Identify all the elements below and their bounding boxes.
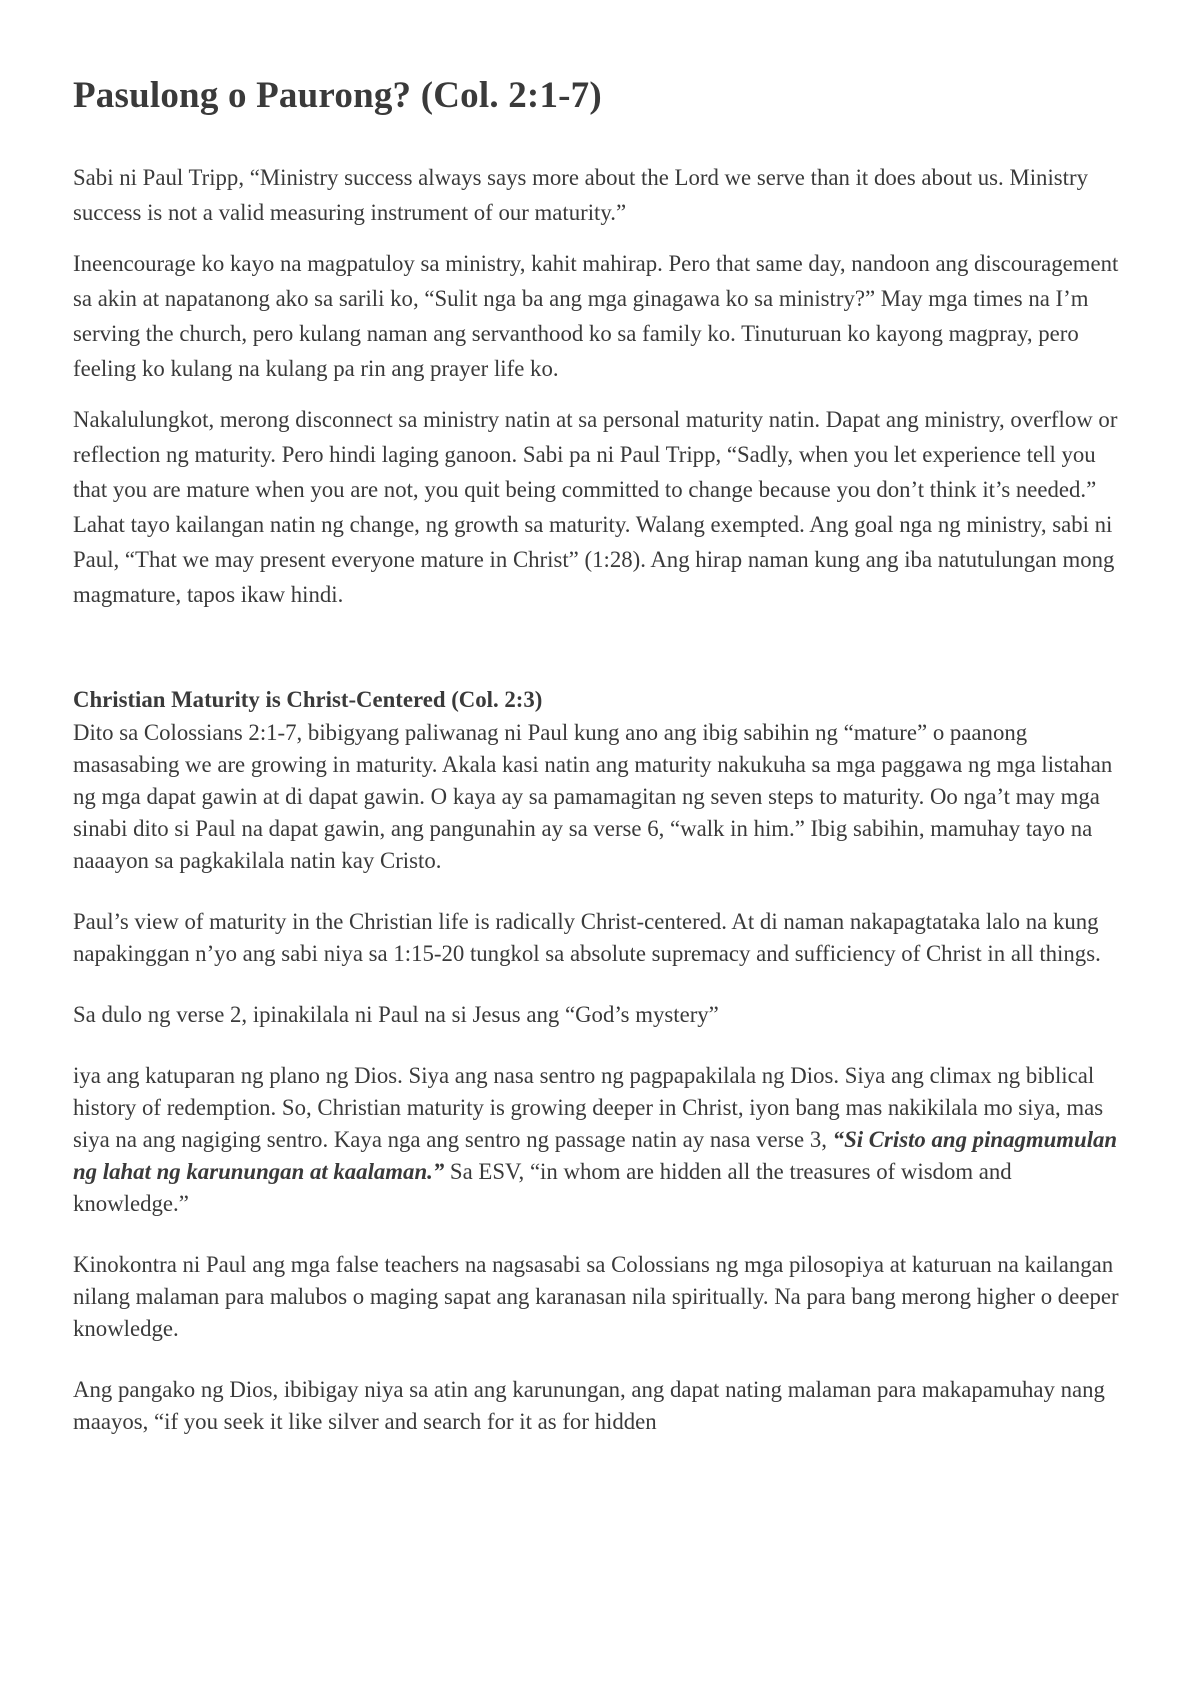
page-title: Pasulong o Paurong? (Col. 2:1-7): [73, 75, 602, 116]
scripture-quote: “Si Cristo ang pinagmumulan ng lahat ng karunungan at kaalaman.”: [73, 1127, 1118, 1184]
paragraph-7-text-a: iya ang katuparan ng plano ng Dios. Siya ang nasa sentro ng pagpapakilala ng Dios. Siya ang climax ng biblical history of redemption. So, Christian maturity is growing deeper in Christ, iyon bang mas nakikilala mo siya, mas siya na ang nagiging sentro. Kaya nga ang sentro ng passage natin ay nasa verse 3,: [73, 1063, 1104, 1152]
section-heading: Christian Maturity is Christ-Centered (Col. 2:3): [73, 687, 543, 712]
paragraph-5: Paul’s view of maturity in the Christian life is radically Christ-centered. At di naman nakapagtataka lalo na kung napakinggan n’yo ang sabi niya sa 1:15-20 tungkol sa absolute supremacy and sufficiency of Christ in all things.: [73, 909, 1101, 966]
paragraph-4: Dito sa Colossians 2:1-7, bibigyang paliwanag ni Paul kung ano ang ibig sabihin ng “mature” o paanong masasabing we are growing in maturity. Akala kasi natin ang maturity nakukuha sa mga paggawa ng mga listahan ng mga dapat gawin at di dapat gawin. O kaya ay sa pamamagitan ng seven steps to maturity. Oo nga’t may mga sinabi dito si Paul na dapat gawin, ang pangunahin ay sa verse 6, “walk in him.” Ibig sabihin, mamuhay tayo na naaayon sa pagkakilala natin kay Cristo.: [73, 720, 1113, 873]
paragraph-2: Ineencourage ko kayo na magpatuloy sa ministry, kahit mahirap. Pero that same day, nandoon ang discouragement sa akin at napatanong ako sa sarili ko, “Sulit nga ba ang mga ginagawa ko sa ministry?” May mga times na I’m serving the church, pero kulang naman ang servanthood ko sa family ko. Tinuturuan ko kayong magpray, pero feeling ko kulang na kulang pa rin ang prayer life ko.: [73, 251, 1119, 381]
paragraph-9: Ang pangako ng Dios, ibibigay niya sa atin ang karunungan, ang dapat nating malaman para makapamuhay nang maayos, “if you seek it like silver and search for it as for hidden: [73, 1377, 1105, 1434]
paragraph-7: [73, 1060, 1128, 1220]
paragraph-1: Sabi ni Paul Tripp, “Ministry success always says more about the Lord we serve than it does about us. Ministry success is not a valid measuring instrument of our maturity.”: [73, 165, 1088, 225]
paragraph-8: Kinokontra ni Paul ang mga false teachers na nagsasabi sa Colossians ng mga pilosopiya at katuruan na kailangan nilang malaman para malubos o maging sapat ang karanasan nila spiritually. Na para bang merong higher o deeper knowledge.: [73, 1252, 1119, 1341]
document-body: [73, 160, 1128, 1438]
paragraph-7-text-b: Sa ESV, “in whom are hidden all the treasures of wisdom and knowledge.”: [73, 1159, 1012, 1216]
paragraph-3: Nakalulungkot, merong disconnect sa ministry natin at sa personal maturity natin. Dapat ang ministry, overflow or reflection ng maturity. Pero hindi laging ganoon. Sabi pa ni Paul Tripp, “Sadly, when you let experience tell you that you are mature when you are not, you quit being committed to change because you don’t think it’s needed.” Lahat tayo kailangan natin ng change, ng growth sa maturity. Walang exempted. Ang goal nga ng ministry, sabi ni Paul, “That we may present everyone mature in Christ” (1:28). Ang hirap naman kung ang iba natutulungan mong magmature, tapos ikaw hindi.: [73, 407, 1118, 607]
paragraph-6: Sa dulo ng verse 2, ipinakilala ni Paul na si Jesus ang “God’s mystery”: [73, 1002, 719, 1027]
